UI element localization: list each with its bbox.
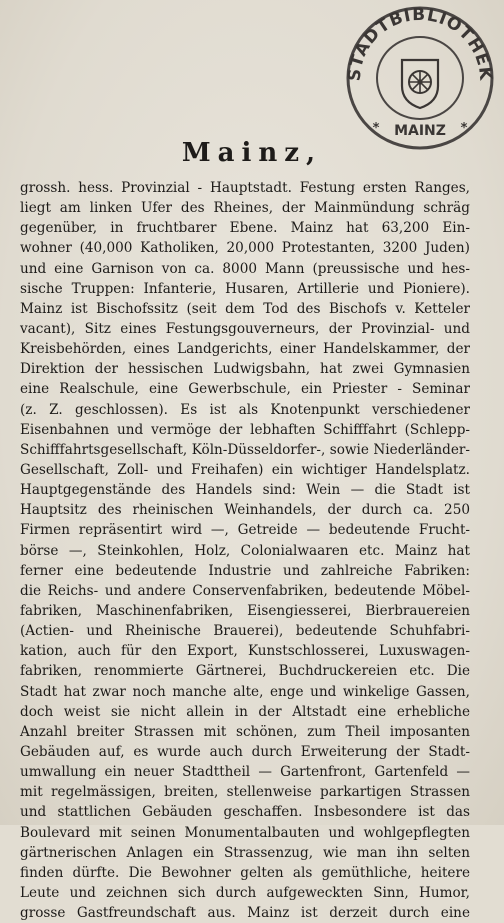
stamp-bottom-text: MAINZ <box>394 123 446 139</box>
text-line: börse —, Steinkohlen, Holz, Colonialwaaren etc. Mainz hat <box>20 542 470 559</box>
mainz-wheel-shield-icon <box>402 60 438 108</box>
text-line: Hauptgegenstände des Handels sind: Wein — die Stadt ist <box>20 482 470 499</box>
text-line: ferner eine bedeutende Industrie und zahlreiche Fabriken: <box>20 562 470 579</box>
text-line: Direktion der hessischen Ludwigsbahn, hat zwei Gymnasien <box>20 361 470 378</box>
text-line: gegenüber, in fruchtbarer Ebene. Mainz hat 63,200 Ein- <box>20 220 470 237</box>
svg-text:*: * <box>460 121 468 136</box>
text-line: Hauptsitz des rheinischen Weinhandels, der durch ca. 250 <box>20 502 470 519</box>
text-line: eine Realschule, eine Gewerbschule, ein Priester - Seminar <box>20 381 470 398</box>
text-line: grossh. hess. Provinzial - Hauptstadt. Festung ersten Ranges, <box>20 180 470 196</box>
text-line: (Actien- und Rheinische Brauerei), bedeutende Schuhfabri- <box>20 623 470 640</box>
stamp-ring-text: STADTBIBLIOTHEK <box>344 4 496 82</box>
text-line: umwallung ein neuer Stadttheil — Gartenfront, Gartenfeld — <box>20 764 470 781</box>
text-line: Stadt hat zwar noch manche alte, enge und winkelige Gassen, <box>20 683 470 700</box>
text-line: fabriken, renommierte Gärtnerei, Buchdruckereien etc. Die <box>20 663 470 680</box>
text-line: fabriken, Maschinenfabriken, Eisengiesserei, Bierbrauereien <box>20 602 470 619</box>
text-line: finden dürfte. Die Bewohner gelten als gemüthliche, heitere <box>20 864 470 881</box>
text-line: Kreisbehörden, eines Landgerichts, einer Handelskammer, der <box>20 341 470 358</box>
text-line: Gebäuden auf, es wurde auch durch Erweiterung der Stadt- <box>20 743 470 760</box>
text-line: Gesellschaft, Zoll- und Freihafen) ein wichtiger Handelsplatz. <box>20 461 470 478</box>
library-stamp <box>336 2 504 154</box>
text-line: und eine Garnison von ca. 8000 Mann (preussische und hes- <box>20 260 470 277</box>
text-line: Leute und zeichnen sich durch aufgeweckten Sinn, Humor, <box>20 884 470 901</box>
text-line: sische Truppen: Infanterie, Husaren, Artillerie und Pioniere). <box>20 280 470 297</box>
page-title: Mainz, <box>181 138 323 168</box>
text-line: kation, auch für den Export, Kunstschlosserei, Luxuswagen- <box>20 643 470 660</box>
text-line: doch weist sie nicht allein in der Altstadt eine erhebliche <box>20 703 470 720</box>
text-line: vacant), Sitz eines Festungsgouverneurs, der Provinzial- und <box>20 320 470 337</box>
text-line: Firmen repräsentirt wird —, Getreide — bedeutende Frucht- <box>20 522 470 539</box>
text-line: Anzahl breiter Strassen mit schönen, zum Theil imposanten <box>20 723 470 740</box>
text-line: grosse Gastfreundschaft aus. Mainz ist derzeit durch eine <box>20 905 470 922</box>
text-line: gärtnerischen Anlagen ein Strassenzug, wie man ihn selten <box>20 844 470 861</box>
svg-text:*: * <box>372 121 380 136</box>
article-body <box>20 178 470 923</box>
text-line: liegt am linken Ufer des Rheines, der Mainmündung schräg <box>20 200 470 217</box>
text-line: Mainz ist Bischofssitz (seit dem Tod des Bischofs v. Ketteler <box>20 300 470 317</box>
text-line: Eisenbahnen und vermöge der lebhaften Schifffahrt (Schlepp- <box>20 421 470 438</box>
text-line: (z. Z. geschlossen). Es ist als Knotenpunkt verschiedener <box>20 401 470 418</box>
text-line: mit regelmässigen, breiten, stellenweise parkartigen Strassen <box>20 784 470 801</box>
stamp-seal-icon <box>336 2 504 154</box>
text-line: Boulevard mit seinen Monumentalbauten und wohlgepflegten <box>20 824 470 841</box>
text-line: wohner (40,000 Katholiken, 20,000 Protestanten, 3200 Juden) <box>20 240 470 257</box>
text-line: die Reichs- und andere Conservenfabriken, bedeutende Möbel- <box>20 582 470 599</box>
text-line: und stattlichen Gebäuden geschaffen. Insbesondere ist das <box>20 804 470 821</box>
text-line: Schifffahrtsgesellschaft, Köln-Düsseldorfer-, sowie Niederländer- <box>20 441 470 458</box>
